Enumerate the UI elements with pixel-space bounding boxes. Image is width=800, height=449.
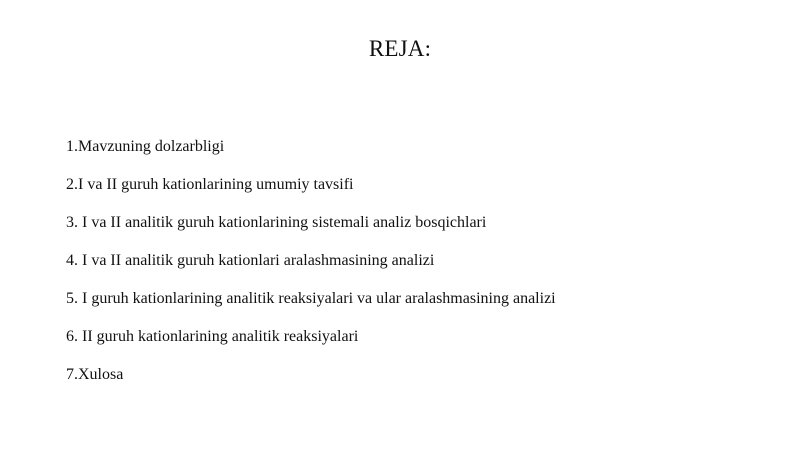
slide-title: REJA:	[368, 36, 432, 61]
plan-item: 7.Xulosa	[66, 366, 124, 383]
plan-item: 1.Mavzuning dolzarbligi	[66, 138, 225, 155]
plan-item: 4. I va II analitik guruh kationlari aralashmasining analizi	[66, 252, 435, 269]
plan-item: 2.I va II guruh kationlarining umumiy tavsifi	[66, 176, 354, 193]
plan-item: 6. II guruh kationlarining analitik reaksiyalari	[66, 328, 359, 345]
plan-list	[66, 137, 556, 403]
plan-item: 5. I guruh kationlarining analitik reaksiyalari va ular aralashmasining analizi	[66, 290, 556, 307]
plan-item: 3. I va II analitik guruh kationlarining sistemali analiz bosqichlari	[66, 214, 487, 231]
